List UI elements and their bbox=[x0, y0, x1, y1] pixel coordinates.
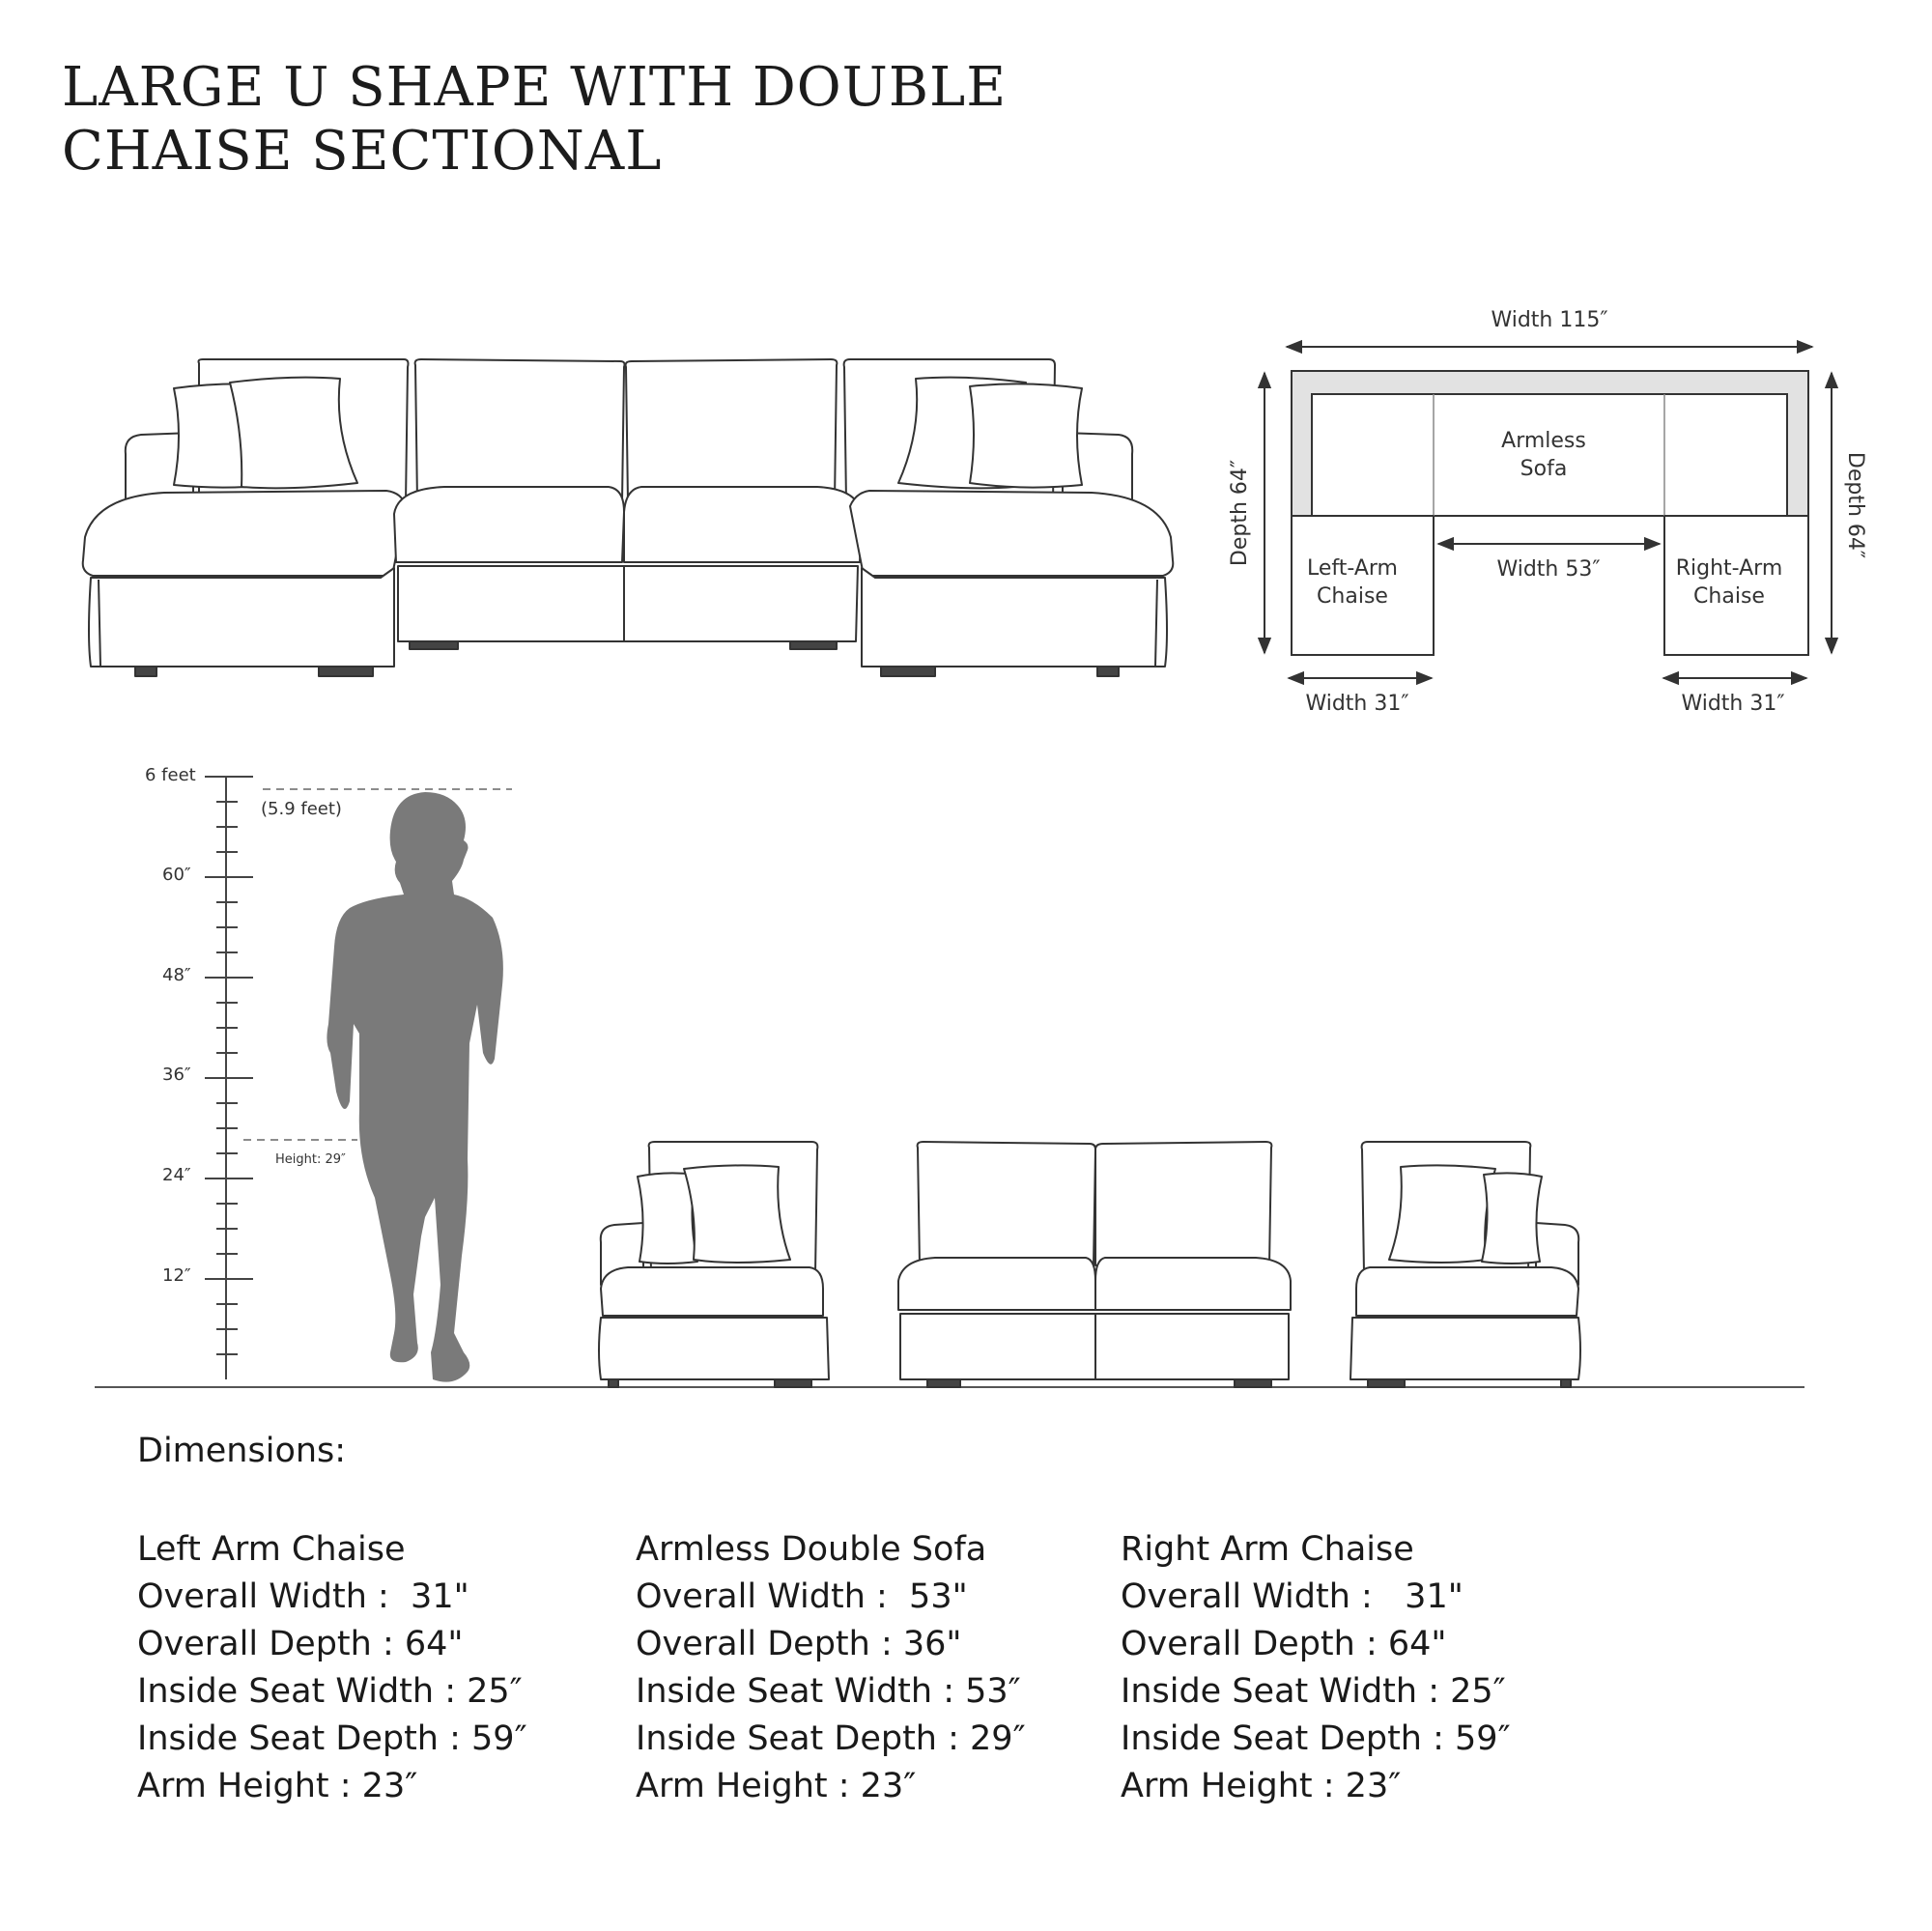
left-arm-chaise-dimensions bbox=[137, 1526, 527, 1810]
ruler-label-60: 60″ bbox=[162, 865, 191, 885]
width-53-label: Width 53″ bbox=[1496, 557, 1601, 582]
foot bbox=[609, 1379, 618, 1387]
ruler-label-24: 24″ bbox=[162, 1165, 191, 1185]
width-115-label: Width 115″ bbox=[1491, 308, 1608, 332]
u-shape-outline bbox=[1292, 371, 1808, 655]
inside-seat-depth: Inside Seat Depth : 59″ bbox=[1121, 1719, 1511, 1758]
skirt bbox=[1350, 1318, 1580, 1379]
title-line-1: LARGE U SHAPE WITH DOUBLE bbox=[62, 56, 1008, 119]
foot bbox=[135, 667, 156, 676]
dimensions-heading: Dimensions: bbox=[137, 1432, 347, 1470]
arm-height: Arm Height : 23″ bbox=[137, 1767, 418, 1805]
depth-right-label: Depth 64″ bbox=[1843, 451, 1867, 559]
overall-depth: Overall Depth : 36" bbox=[636, 1625, 962, 1663]
foot bbox=[927, 1379, 960, 1387]
inside-seat-width: Inside Seat Width : 53″ bbox=[636, 1672, 1021, 1711]
overall-width: Overall Width : 31" bbox=[1121, 1577, 1463, 1616]
seat-cushion-chaise-left bbox=[83, 491, 406, 576]
arm-height: Arm Height : 23″ bbox=[1121, 1767, 1402, 1805]
ruler-ticks bbox=[205, 777, 253, 1354]
width-31-left-label: Width 31″ bbox=[1305, 692, 1409, 716]
piece-name: Right Arm Chaise bbox=[1121, 1530, 1414, 1569]
armless-sofa-label-2: Sofa bbox=[1520, 457, 1568, 481]
right-arm-chaise-dimensions bbox=[1121, 1526, 1511, 1810]
skirt-right bbox=[862, 568, 1167, 667]
throw-pillow bbox=[1482, 1173, 1542, 1264]
width-31-right-label: Width 31″ bbox=[1681, 692, 1785, 716]
person-silhouette bbox=[327, 792, 502, 1382]
inside-seat-depth: Inside Seat Depth : 59″ bbox=[137, 1719, 527, 1758]
seat-height-label: Height: 29″ bbox=[275, 1152, 346, 1167]
inside-seat-width: Inside Seat Width : 25″ bbox=[1121, 1672, 1506, 1711]
seat-cushion-chaise-right bbox=[850, 491, 1173, 576]
seat-cushion bbox=[1356, 1267, 1578, 1316]
foot bbox=[881, 667, 935, 676]
left-chaise-label-1: Left-Arm bbox=[1307, 556, 1398, 581]
right-chaise-label-1: Right-Arm bbox=[1675, 556, 1783, 581]
left-chaise-label-2: Chaise bbox=[1317, 584, 1388, 609]
overall-width: Overall Width : 31" bbox=[137, 1577, 469, 1616]
ruler-label-12: 12″ bbox=[162, 1265, 191, 1286]
layout-plan bbox=[1228, 308, 1867, 716]
inside-seat-width: Inside Seat Width : 25″ bbox=[137, 1672, 523, 1711]
armless-double-sofa-front bbox=[898, 1142, 1291, 1387]
piece-name: Armless Double Sofa bbox=[636, 1530, 987, 1569]
overall-depth: Overall Depth : 64" bbox=[137, 1625, 464, 1663]
ruler-label-48: 48″ bbox=[162, 965, 191, 985]
skirt-middle bbox=[398, 566, 858, 641]
seat-cushion bbox=[394, 487, 624, 562]
piece-name: Left Arm Chaise bbox=[137, 1530, 406, 1569]
back-cushion bbox=[415, 359, 625, 502]
depth-left-label: Depth 64″ bbox=[1228, 459, 1252, 567]
seat-cushion bbox=[624, 487, 862, 562]
skirt-left bbox=[89, 568, 394, 667]
throw-pillow bbox=[230, 378, 357, 489]
ruler-label-6-feet: 6 feet bbox=[145, 765, 196, 785]
foot bbox=[410, 641, 458, 649]
foot bbox=[790, 641, 837, 649]
seat-cushion bbox=[1095, 1258, 1291, 1310]
foot bbox=[1368, 1379, 1405, 1387]
left-arm-chaise-front bbox=[599, 1142, 829, 1387]
seat-cushion bbox=[898, 1258, 1095, 1310]
armless-sofa-label-1: Armless bbox=[1501, 429, 1586, 453]
foot bbox=[1097, 667, 1119, 676]
foot bbox=[319, 667, 373, 676]
foot bbox=[775, 1379, 811, 1387]
throw-pillow bbox=[1389, 1165, 1495, 1263]
foot bbox=[1235, 1379, 1271, 1387]
foot bbox=[1561, 1379, 1571, 1387]
ruler-label-36: 36″ bbox=[162, 1065, 191, 1085]
person-height-label: (5.9 feet) bbox=[261, 799, 342, 819]
title-line-2: CHAISE SECTIONAL bbox=[62, 119, 663, 183]
inside-seat-depth: Inside Seat Depth : 29″ bbox=[636, 1719, 1026, 1758]
skirt bbox=[599, 1318, 829, 1379]
sectional-front-view bbox=[83, 359, 1174, 676]
arm-height: Arm Height : 23″ bbox=[636, 1767, 917, 1805]
back-cushion bbox=[1095, 1142, 1271, 1265]
back-cushion bbox=[918, 1142, 1095, 1265]
right-arm-chaise-front bbox=[1350, 1142, 1580, 1387]
seat-cushion bbox=[601, 1267, 823, 1316]
right-chaise-label-2: Chaise bbox=[1693, 584, 1765, 609]
overall-width: Overall Width : 53" bbox=[636, 1577, 968, 1616]
throw-pillow bbox=[970, 383, 1082, 487]
back-cushion bbox=[626, 359, 838, 502]
overall-depth: Overall Depth : 64" bbox=[1121, 1625, 1447, 1663]
armless-double-sofa-dimensions bbox=[636, 1526, 1026, 1810]
throw-pillow bbox=[684, 1165, 790, 1263]
